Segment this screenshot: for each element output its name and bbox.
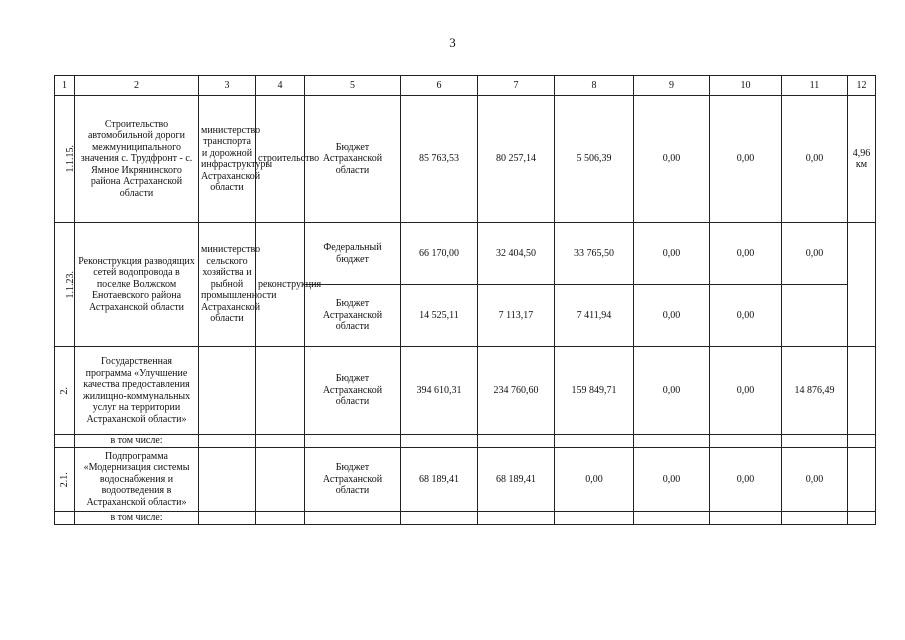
table-row — [55, 448, 876, 512]
subtotal-row — [55, 435, 876, 448]
row-value: 14 525,11 — [401, 285, 478, 347]
empty-cell — [478, 435, 555, 448]
header-cell: 12 — [848, 76, 876, 96]
row-value: 159 849,71 — [555, 347, 634, 435]
header-cell: 4 — [256, 76, 305, 96]
header-cell: 8 — [555, 76, 634, 96]
row-value: 5 506,39 — [555, 96, 634, 223]
empty-cell — [848, 448, 876, 512]
subtotal-row — [55, 512, 876, 525]
row-name: Строительство автомобильной дороги межмуниципального значения с. Трудфронт - с. Ямное Икрянинского района Астраханской области — [75, 96, 199, 223]
row-value: 4,96 км — [848, 96, 876, 223]
header-cell: 7 — [478, 76, 555, 96]
subtotal-label: в том числе: — [75, 435, 199, 448]
row-executor: министерство сельского хозяйства и рыбной промышленности Астраханской области — [199, 223, 256, 347]
row-value: 234 760,60 — [478, 347, 555, 435]
empty-cell — [401, 512, 478, 525]
row-value: 0,00 — [634, 448, 710, 512]
empty-cell — [555, 512, 634, 525]
empty-cell — [256, 435, 305, 448]
empty-cell — [848, 512, 876, 525]
row-source: Бюджет Астраханской области — [305, 448, 401, 512]
program-table — [54, 75, 876, 525]
table-row — [55, 223, 876, 285]
row-value: 80 257,14 — [478, 96, 555, 223]
empty-cell — [199, 512, 256, 525]
row-value: 0,00 — [782, 448, 848, 512]
subtotal-label: в том числе: — [75, 512, 199, 525]
row-value: 68 189,41 — [401, 448, 478, 512]
row-value: 0,00 — [782, 96, 848, 223]
header-cell: 1 — [55, 76, 75, 96]
row-value: 0,00 — [555, 448, 634, 512]
empty-cell — [199, 435, 256, 448]
empty-cell — [782, 285, 848, 347]
empty-cell — [55, 435, 75, 448]
empty-cell — [199, 347, 256, 435]
empty-cell — [555, 435, 634, 448]
row-value: 0,00 — [710, 448, 782, 512]
row-value: 33 765,50 — [555, 223, 634, 285]
empty-cell — [710, 435, 782, 448]
row-value: 0,00 — [710, 285, 782, 347]
row-code-cell — [55, 448, 75, 512]
empty-cell — [634, 512, 710, 525]
row-code-cell — [55, 96, 75, 223]
empty-cell — [634, 435, 710, 448]
row-code-cell — [55, 347, 75, 435]
row-value: 85 763,53 — [401, 96, 478, 223]
empty-cell — [256, 347, 305, 435]
header-cell: 2 — [75, 76, 199, 96]
empty-cell — [848, 435, 876, 448]
row-code: 1.1.23. — [65, 270, 76, 299]
row-value: 0,00 — [634, 96, 710, 223]
table-row — [55, 96, 876, 223]
empty-cell — [256, 512, 305, 525]
empty-cell — [710, 512, 782, 525]
row-source: Бюджет Астраханской области — [305, 347, 401, 435]
row-source: Бюджет Астраханской области — [305, 96, 401, 223]
empty-cell — [55, 512, 75, 525]
row-code: 2. — [58, 386, 70, 395]
header-cell: 3 — [199, 76, 256, 96]
row-value: 0,00 — [634, 285, 710, 347]
row-value: 0,00 — [710, 347, 782, 435]
row-value: 68 189,41 — [478, 448, 555, 512]
row-executor: министерство транспорта и дорожной инфраструктуры Астраханской области — [199, 96, 256, 223]
header-cell: 10 — [710, 76, 782, 96]
empty-cell — [848, 347, 876, 435]
header-row — [55, 76, 876, 96]
row-type: строительство — [256, 96, 305, 223]
empty-cell — [305, 512, 401, 525]
row-value: 14 876,49 — [782, 347, 848, 435]
row-value: 0,00 — [710, 96, 782, 223]
row-value: 66 170,00 — [401, 223, 478, 285]
header-cell: 6 — [401, 76, 478, 96]
row-value: 0,00 — [634, 223, 710, 285]
row-value: 0,00 — [782, 223, 848, 285]
page-number: 3 — [449, 35, 456, 50]
row-value: 7 411,94 — [555, 285, 634, 347]
empty-cell — [305, 435, 401, 448]
empty-cell — [782, 435, 848, 448]
header-cell: 11 — [782, 76, 848, 96]
row-value: 7 113,17 — [478, 285, 555, 347]
empty-cell — [782, 512, 848, 525]
row-name: Подпрограмма «Модернизация системы водоснабжения и водоотведения в Астраханской области» — [75, 448, 199, 512]
empty-cell — [256, 448, 305, 512]
row-value: 0,00 — [634, 347, 710, 435]
row-source: Федеральный бюджет — [305, 223, 401, 285]
row-source: Бюджет Астраханской области — [305, 285, 401, 347]
row-name: Реконструкция разводящих сетей водопровода в поселке Волжском Енотаевского района Астраханской области — [75, 223, 199, 347]
row-value: 0,00 — [710, 223, 782, 285]
row-name: Государственная программа «Улучшение качества предоставления жилищно-коммунальных услуг на территории Астраханской области» — [75, 347, 199, 435]
row-code: 1.1.15. — [65, 145, 76, 173]
empty-cell — [478, 512, 555, 525]
header-cell: 5 — [305, 76, 401, 96]
row-value: 32 404,50 — [478, 223, 555, 285]
empty-cell — [848, 223, 876, 347]
header-cell: 9 — [634, 76, 710, 96]
row-value: 394 610,31 — [401, 347, 478, 435]
row-code-cell — [55, 223, 75, 347]
table-row — [55, 347, 876, 435]
empty-cell — [401, 435, 478, 448]
row-type: реконструкция — [256, 223, 305, 347]
empty-cell — [199, 448, 256, 512]
row-code: 2.1. — [58, 472, 70, 487]
